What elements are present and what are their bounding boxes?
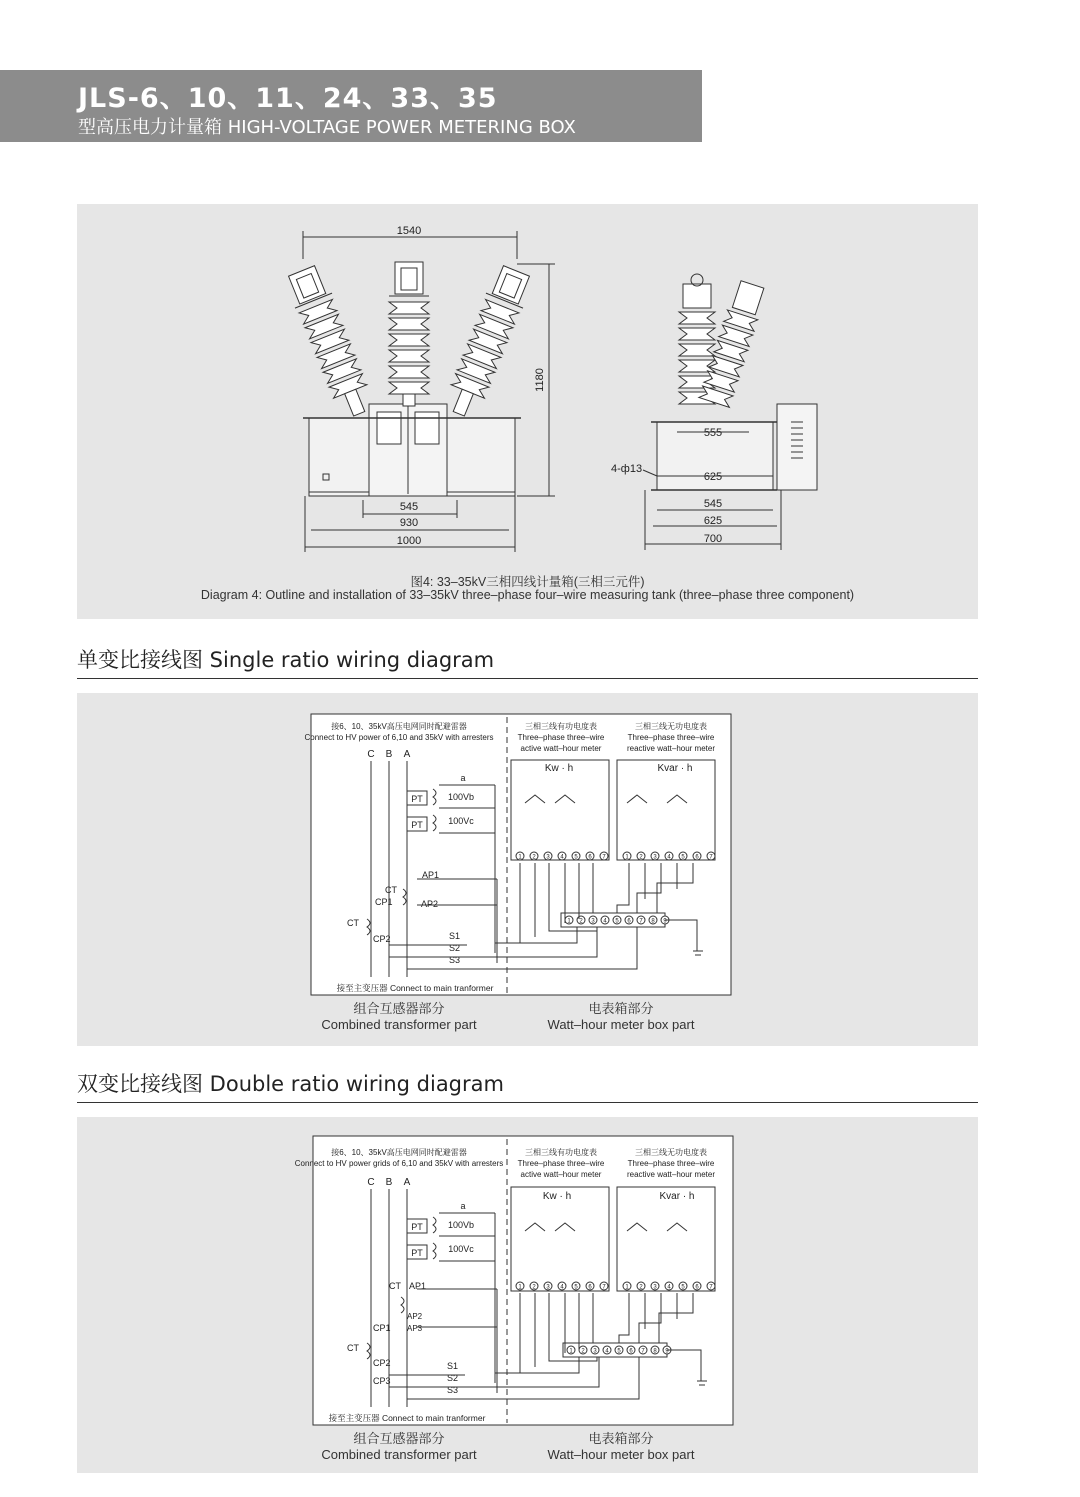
voltage-vc: 100Vc: [448, 816, 474, 826]
terminal-number: 9: [663, 918, 667, 925]
terminal-number: 7: [639, 918, 643, 925]
dim-930: 930: [399, 517, 419, 529]
terminal-number: 1: [518, 854, 522, 861]
terminal-number: 2: [579, 918, 583, 925]
phase-a-2: A: [403, 1177, 411, 1188]
phase-a: A: [403, 749, 411, 760]
combined-transformer-part-2: [289, 1431, 509, 1463]
terminal-number: 2: [532, 1284, 536, 1291]
terminal-number: 1: [625, 1284, 629, 1291]
terminal-number: 2: [581, 1348, 585, 1355]
outline-drawing: [77, 204, 978, 619]
dim-700: 700: [703, 533, 723, 545]
terminal-number: 5: [681, 854, 685, 861]
heading-single-ratio: [77, 643, 978, 679]
insulator-center: [389, 262, 429, 406]
main-transformer-label-2: 接至主变压器 Connect to main tranformer: [328, 1413, 486, 1423]
terminal-number: 3: [546, 1284, 550, 1291]
reactive-meter-en2: reactive watt–hour meter: [626, 744, 716, 753]
dim-625-inner: 625: [703, 471, 723, 483]
terminal-number: 4: [667, 854, 671, 861]
cp2-label: CP2: [373, 934, 391, 944]
hv-label-en: Connect to HV power of 6,10 and 35kV with arresters: [304, 733, 494, 742]
ct-label-3: CT: [389, 1281, 401, 1291]
meter-box-part-cn-2: 电表箱部分: [588, 1431, 654, 1446]
terminal-number: 3: [546, 854, 550, 861]
kwh-label-2: Kw · h: [542, 1191, 572, 1202]
kvarh-label-2: Kvar · h: [659, 1191, 695, 1202]
single-ratio-wiring: [77, 693, 978, 1046]
terminal-number: 3: [591, 918, 595, 925]
terminal-number: 6: [629, 1348, 633, 1355]
terminal-number: 4: [667, 1284, 671, 1291]
terminal-number: 1: [518, 1284, 522, 1291]
dim-1180: 1180: [534, 368, 546, 392]
reactive-meter-cn: 三相三线无功电度表: [635, 722, 707, 731]
terminal-number: 4: [605, 1348, 609, 1355]
active-meter-en1: Three–phase three–wire: [517, 733, 605, 742]
outline-drawing-panel: [77, 204, 978, 619]
terminal-number: 3: [593, 1348, 597, 1355]
terminal-number: 4: [603, 918, 607, 925]
reactive-meter-cn-2: 三相三线无功电度表: [635, 1148, 707, 1157]
terminal-number: 5: [574, 1284, 578, 1291]
combined-transformer-part-en-2: Combined transformer part: [321, 1447, 477, 1462]
cp1-label: CP1: [375, 897, 393, 907]
terminal-number: 8: [651, 918, 655, 925]
reactive-meter-en1: Three–phase three–wire: [627, 733, 715, 742]
combined-transformer-part-cn-2: 组合互感器部分: [353, 1431, 445, 1446]
insulator-right: [440, 263, 535, 421]
terminal-number: 4: [560, 1284, 564, 1291]
pt-label-1: PT: [411, 794, 423, 804]
main-transformer-label: 接至主变压器 Connect to main tranformer: [336, 983, 494, 993]
hv-label-cn-2: 接6、10、35kV高压电网同时配避雷器: [331, 1148, 467, 1157]
terminal-number: 9: [665, 1348, 669, 1355]
ap2-label-2: AP2: [407, 1312, 423, 1321]
ap3-label: AP3: [407, 1324, 423, 1333]
insulator-left: [283, 263, 378, 421]
reactive-meter-en1-2: Three–phase three–wire: [627, 1159, 715, 1168]
kwh-label: Kw · h: [544, 763, 574, 774]
heading-double-ratio: [77, 1067, 978, 1103]
dim-545-front: 545: [399, 501, 419, 513]
phase-b-2: B: [385, 1177, 393, 1188]
cp3-label: CP3: [373, 1376, 391, 1386]
terminal-number: 6: [627, 918, 631, 925]
dim-545-side: 545: [703, 498, 723, 510]
terminal-number: 4: [560, 854, 564, 861]
active-meter-cn: 三相三线有功电度表: [525, 722, 597, 731]
s3-label: S3: [449, 955, 461, 965]
terminal-number: 5: [617, 1348, 621, 1355]
combined-transformer-part: [289, 1001, 509, 1033]
terminal-a: a: [460, 773, 466, 783]
voltage-vc-2: 100Vc: [448, 1244, 474, 1254]
holes-label: 4-ф13: [611, 463, 643, 475]
kvarh-label: Kvar · h: [657, 763, 693, 774]
hv-label-en-2: Connect to HV power grids of 6,10 and 35kV with arresters: [294, 1159, 504, 1168]
terminal-number: 6: [588, 1284, 592, 1291]
terminal-number: 3: [653, 854, 657, 861]
hv-label-cn: 接6、10、35kV高压电网同时配避雷器: [331, 722, 467, 731]
meter-box-part-2: [511, 1431, 731, 1463]
heading-double-ratio-text: 双变比接线图 Double ratio wiring diagram: [77, 1072, 504, 1096]
dim-1000: 1000: [396, 535, 422, 547]
s2-label-2: S2: [447, 1373, 459, 1383]
double-ratio-panel: [77, 1117, 978, 1473]
s1-label: S1: [449, 931, 461, 941]
ap1-label: AP1: [422, 870, 440, 880]
terminal-number: 6: [695, 1284, 699, 1291]
terminal-number: 2: [532, 854, 536, 861]
phase-c: C: [367, 749, 375, 760]
dim-1540: 1540: [396, 225, 422, 237]
phase-b: B: [385, 749, 393, 760]
meter-box-part-en: Watt–hour meter box part: [547, 1017, 695, 1032]
terminal-number: 5: [615, 918, 619, 925]
terminal-number: 8: [653, 1348, 657, 1355]
pt-label-4: PT: [411, 1248, 423, 1258]
terminal-number: 7: [709, 1284, 713, 1291]
meter-box-part: [511, 1001, 731, 1033]
terminal-number: 1: [569, 1348, 573, 1355]
double-ratio-wiring: [77, 1117, 978, 1473]
active-meter-en1-2: Three–phase three–wire: [517, 1159, 605, 1168]
combined-transformer-part-cn: 组合互感器部分: [353, 1001, 445, 1016]
voltage-vb: 100Vb: [447, 792, 475, 802]
side-view: [651, 274, 817, 490]
terminal-number: 1: [567, 918, 571, 925]
model-title: JLS-6、10、11、24、33、35: [78, 83, 498, 114]
s1-label-2: S1: [447, 1361, 459, 1371]
meter-box-part-cn: 电表箱部分: [588, 1001, 654, 1016]
terminal-number: 7: [709, 854, 713, 861]
terminal-number: 6: [588, 854, 592, 861]
terminal-number: 3: [653, 1284, 657, 1291]
ct-label-2: CT: [347, 918, 359, 928]
pt-label-3: PT: [411, 1222, 423, 1232]
ap2-label: AP2: [421, 899, 439, 909]
active-meter-en2-2: active watt–hour meter: [520, 1170, 602, 1179]
product-subtitle: 型高压电力计量箱 HIGH-VOLTAGE POWER METERING BOX: [78, 117, 576, 138]
terminal-number: 7: [602, 1284, 606, 1291]
cp1-label-2: CP1: [373, 1323, 391, 1333]
terminal-a-2: a: [460, 1201, 466, 1211]
terminal-number: 5: [681, 1284, 685, 1291]
dim-625-side: 625: [703, 515, 723, 527]
terminal-number: 6: [695, 854, 699, 861]
s3-label-2: S3: [447, 1385, 459, 1395]
outline-caption-cn: 图4: 33–35kV三相四线计量箱(三相三元件): [410, 575, 645, 589]
reactive-meter-en2-2: reactive watt–hour meter: [626, 1170, 716, 1179]
outline-caption-en: Diagram 4: Outline and installation of 33–35kV three–phase four–wire measuring tank (three–phase three component): [200, 588, 855, 602]
terminal-number: 2: [639, 854, 643, 861]
single-ratio-panel: [77, 693, 978, 1046]
terminal-number: 7: [641, 1348, 645, 1355]
terminal-number: 7: [602, 854, 606, 861]
heading-single-ratio-text: 单变比接线图 Single ratio wiring diagram: [77, 648, 495, 672]
ap1-label-2: AP1: [409, 1281, 427, 1291]
ct-label-1: CT: [385, 885, 397, 895]
active-meter-cn-2: 三相三线有功电度表: [525, 1148, 597, 1157]
terminal-number: 2: [639, 1284, 643, 1291]
terminal-number: 1: [625, 854, 629, 861]
s2-label: S2: [449, 943, 461, 953]
cp2-label-2: CP2: [373, 1358, 391, 1368]
phase-c-2: C: [367, 1177, 375, 1188]
ct-label-4: CT: [347, 1343, 359, 1353]
combined-transformer-part-en: Combined transformer part: [321, 1017, 477, 1032]
title-band: [0, 70, 702, 142]
meter-box-part-en-2: Watt–hour meter box part: [547, 1447, 695, 1462]
pt-label-2: PT: [411, 820, 423, 830]
voltage-vb-2: 100Vb: [447, 1220, 475, 1230]
terminal-number: 5: [574, 854, 578, 861]
active-meter-en2: active watt–hour meter: [520, 744, 602, 753]
dim-555: 555: [703, 427, 723, 439]
